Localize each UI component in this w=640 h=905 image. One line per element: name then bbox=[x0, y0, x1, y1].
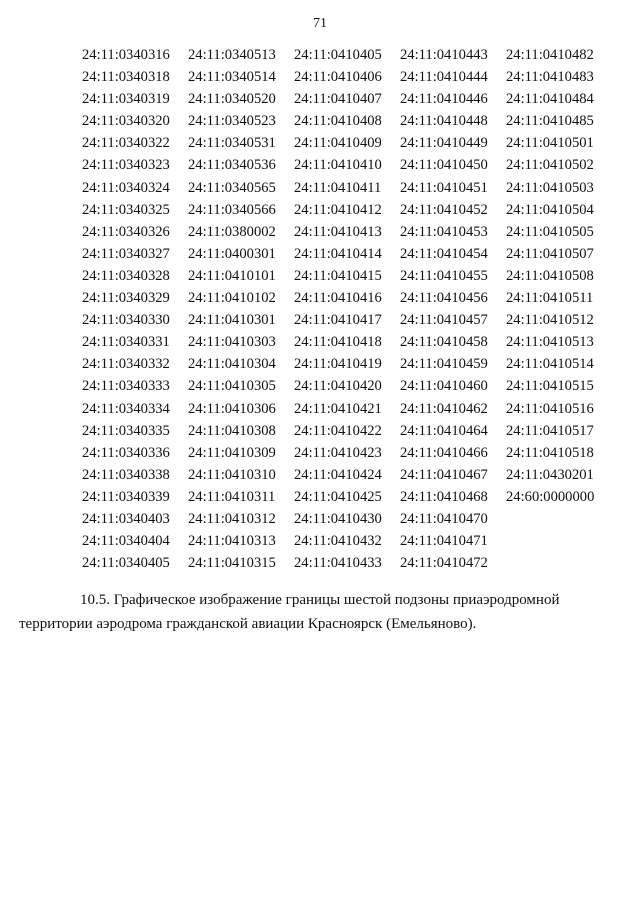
cadastral-number: 24:11:0410452 bbox=[400, 201, 488, 218]
cadastral-number: 24:11:0410503 bbox=[506, 179, 594, 196]
cadastral-number: 24:11:0410419 bbox=[294, 356, 382, 373]
cadastral-number: 24:11:0410306 bbox=[188, 400, 276, 417]
cadastral-number: 24:11:0410423 bbox=[294, 444, 382, 461]
cadastral-number: 24:11:0410303 bbox=[188, 334, 276, 351]
cadastral-number: 24:11:0410458 bbox=[400, 334, 488, 351]
cadastral-number: 24:11:0340320 bbox=[82, 113, 170, 130]
cadastral-number: 24:11:0410421 bbox=[294, 400, 382, 417]
cadastral-number: 24:11:0340325 bbox=[82, 201, 170, 218]
cadastral-number: 24:11:0410508 bbox=[506, 267, 594, 284]
cadastral-number: 24:11:0410101 bbox=[188, 267, 276, 284]
cadastral-column bbox=[294, 44, 400, 574]
cadastral-number: 24:11:0410311 bbox=[188, 488, 276, 505]
cadastral-number: 24:11:0410444 bbox=[400, 69, 488, 86]
cadastral-number: 24:60:0000000 bbox=[506, 488, 595, 505]
cadastral-number: 24:11:0410414 bbox=[294, 245, 382, 262]
cadastral-number: 24:11:0410468 bbox=[400, 488, 488, 505]
cadastral-number: 24:11:0410471 bbox=[400, 533, 488, 550]
cadastral-number: 24:11:0410425 bbox=[294, 488, 382, 505]
cadastral-number: 24:11:0340322 bbox=[82, 135, 170, 152]
cadastral-number: 24:11:0410457 bbox=[400, 312, 488, 329]
cadastral-number: 24:11:0410102 bbox=[188, 290, 276, 307]
cadastral-number: 24:11:0410313 bbox=[188, 533, 276, 550]
cadastral-number: 24:11:0410432 bbox=[294, 533, 382, 550]
cadastral-number: 24:11:0410407 bbox=[294, 91, 382, 108]
cadastral-number: 24:11:0410312 bbox=[188, 510, 276, 527]
cadastral-number: 24:11:0340319 bbox=[82, 91, 170, 108]
cadastral-number: 24:11:0340565 bbox=[188, 179, 276, 196]
cadastral-number: 24:11:0410512 bbox=[506, 312, 594, 329]
cadastral-number: 24:11:0410453 bbox=[400, 223, 488, 240]
cadastral-number: 24:11:0410410 bbox=[294, 157, 382, 174]
cadastral-column bbox=[506, 44, 616, 574]
cadastral-number-table bbox=[82, 44, 616, 574]
cadastral-number: 24:11:0410455 bbox=[400, 267, 488, 284]
cadastral-number: 24:11:0340330 bbox=[82, 312, 170, 329]
cadastral-number: 24:11:0410448 bbox=[400, 113, 488, 130]
cadastral-number: 24:11:0410405 bbox=[294, 47, 382, 63]
cadastral-number: 24:11:0410301 bbox=[188, 312, 276, 329]
cadastral-number: 24:11:0410502 bbox=[506, 157, 594, 174]
cadastral-number: 24:11:0340405 bbox=[82, 555, 170, 572]
cadastral-number: 24:11:0340328 bbox=[82, 267, 170, 284]
cadastral-number: 24:11:0410505 bbox=[506, 223, 594, 240]
cadastral-number: 24:11:0340336 bbox=[82, 444, 170, 461]
cadastral-number: 24:11:0380002 bbox=[188, 223, 276, 240]
cadastral-number: 24:11:0340536 bbox=[188, 157, 276, 174]
cadastral-number: 24:11:0340332 bbox=[82, 356, 170, 373]
cadastral-number: 24:11:0340326 bbox=[82, 223, 170, 240]
cadastral-number: 24:11:0410454 bbox=[400, 245, 488, 262]
cadastral-number: 24:11:0410515 bbox=[506, 378, 594, 395]
cadastral-number: 24:11:0410309 bbox=[188, 444, 276, 461]
cadastral-number: 24:11:0410413 bbox=[294, 223, 382, 240]
cadastral-number: 24:11:0340403 bbox=[82, 510, 170, 527]
cadastral-number: 24:11:0410449 bbox=[400, 135, 488, 152]
cadastral-number: 24:11:0410433 bbox=[294, 555, 382, 572]
cadastral-number: 24:11:0400301 bbox=[188, 245, 276, 262]
cadastral-number: 24:11:0410424 bbox=[294, 466, 382, 483]
cadastral-number: 24:11:0410511 bbox=[506, 290, 594, 307]
cadastral-number: 24:11:0410459 bbox=[400, 356, 488, 373]
cadastral-number: 24:11:0340329 bbox=[82, 290, 170, 307]
cadastral-number: 24:11:0410406 bbox=[294, 69, 382, 86]
cadastral-number: 24:11:0410483 bbox=[506, 69, 594, 86]
cadastral-number: 24:11:0410412 bbox=[294, 201, 382, 218]
cadastral-number: 24:11:0410418 bbox=[294, 334, 382, 351]
cadastral-number: 24:11:0410484 bbox=[506, 91, 594, 108]
cadastral-number: 24:11:0410443 bbox=[400, 47, 488, 63]
cadastral-number: 24:11:0410464 bbox=[400, 422, 488, 439]
cadastral-number: 24:11:0340331 bbox=[82, 334, 170, 351]
cadastral-number: 24:11:0340327 bbox=[82, 245, 170, 262]
cadastral-number: 24:11:0410472 bbox=[400, 555, 488, 572]
cadastral-number: 24:11:0340324 bbox=[82, 179, 170, 196]
cadastral-number: 24:11:0410308 bbox=[188, 422, 276, 439]
cadastral-number: 24:11:0410467 bbox=[400, 466, 488, 483]
cadastral-number: 24:11:0410416 bbox=[294, 290, 382, 307]
cadastral-number: 24:11:0410422 bbox=[294, 422, 382, 439]
cadastral-number: 24:11:0410518 bbox=[506, 444, 594, 461]
cadastral-number: 24:11:0340316 bbox=[82, 47, 170, 63]
page-number: 71 bbox=[313, 16, 327, 31]
cadastral-number: 24:11:0410315 bbox=[188, 555, 276, 572]
cadastral-number: 24:11:0430201 bbox=[506, 466, 594, 483]
cadastral-number: 24:11:0340404 bbox=[82, 533, 170, 550]
cadastral-number: 24:11:0410516 bbox=[506, 400, 594, 417]
cadastral-number: 24:11:0410408 bbox=[294, 113, 382, 130]
cadastral-number: 24:11:0410462 bbox=[400, 400, 488, 417]
cadastral-number: 24:11:0340335 bbox=[82, 422, 170, 439]
paragraph-line-2: территории аэродрома гражданской авиации Красноярск (Емельяново). bbox=[19, 616, 477, 632]
cadastral-number: 24:11:0410517 bbox=[506, 422, 594, 439]
cadastral-number: 24:11:0340520 bbox=[188, 91, 276, 108]
cadastral-number: 24:11:0410504 bbox=[506, 201, 594, 218]
cadastral-number: 24:11:0410310 bbox=[188, 466, 276, 483]
paragraph-line-1: 10.5. Графическое изображение границы шестой подзоны приаэродромной bbox=[80, 592, 560, 608]
cadastral-number: 24:11:0410450 bbox=[400, 157, 488, 174]
cadastral-number: 24:11:0410456 bbox=[400, 290, 488, 307]
cadastral-number: 24:11:0410446 bbox=[400, 91, 488, 108]
cadastral-number: 24:11:0410460 bbox=[400, 378, 488, 395]
cadastral-number: 24:11:0340338 bbox=[82, 466, 170, 483]
cadastral-number: 24:11:0340513 bbox=[188, 47, 276, 63]
cadastral-column bbox=[188, 44, 294, 574]
cadastral-number: 24:11:0410513 bbox=[506, 334, 594, 351]
section-paragraph bbox=[19, 588, 638, 636]
cadastral-column bbox=[82, 44, 188, 574]
cadastral-number: 24:11:0340566 bbox=[188, 201, 276, 218]
cadastral-number: 24:11:0410430 bbox=[294, 510, 382, 527]
cadastral-number: 24:11:0340514 bbox=[188, 69, 276, 86]
cadastral-number: 24:11:0410420 bbox=[294, 378, 382, 395]
cadastral-number: 24:11:0410482 bbox=[506, 47, 594, 63]
cadastral-number: 24:11:0410501 bbox=[506, 135, 594, 152]
cadastral-number: 24:11:0340323 bbox=[82, 157, 170, 174]
cadastral-column bbox=[400, 44, 506, 574]
cadastral-number: 24:11:0340339 bbox=[82, 488, 170, 505]
cadastral-number: 24:11:0340334 bbox=[82, 400, 170, 417]
cadastral-number: 24:11:0410514 bbox=[506, 356, 594, 373]
cadastral-number: 24:11:0410451 bbox=[400, 179, 488, 196]
cadastral-number: 24:11:0410411 bbox=[294, 179, 382, 196]
cadastral-number: 24:11:0340333 bbox=[82, 378, 170, 395]
cadastral-number: 24:11:0410305 bbox=[188, 378, 276, 395]
cadastral-number: 24:11:0340523 bbox=[188, 113, 276, 130]
cadastral-number: 24:11:0410304 bbox=[188, 356, 276, 373]
cadastral-number: 24:11:0340318 bbox=[82, 69, 170, 86]
cadastral-number: 24:11:0340531 bbox=[188, 135, 276, 152]
cadastral-number: 24:11:0410507 bbox=[506, 245, 594, 262]
cadastral-number: 24:11:0410409 bbox=[294, 135, 382, 152]
cadastral-number: 24:11:0410485 bbox=[506, 113, 594, 130]
cadastral-number: 24:11:0410415 bbox=[294, 267, 382, 284]
cadastral-number: 24:11:0410470 bbox=[400, 510, 488, 527]
cadastral-number: 24:11:0410466 bbox=[400, 444, 488, 461]
cadastral-number: 24:11:0410417 bbox=[294, 312, 382, 329]
